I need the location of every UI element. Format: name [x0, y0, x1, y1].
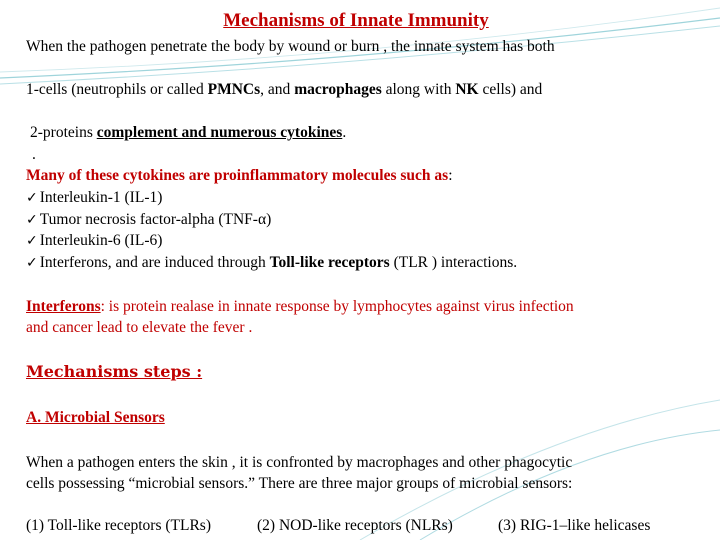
cytokine-label: Tumor necrosis factor-alpha (TNF-α): [39, 211, 272, 228]
interferons-term: Interferons: [26, 298, 101, 315]
cells-mid: , and: [260, 81, 295, 98]
sensor-group-2: (2) NOD-like receptors (NLRs): [257, 517, 453, 534]
interferon-definition-line2: and cancer lead to elevate the fever .: [26, 319, 253, 336]
macrophages-term: macrophages: [294, 81, 382, 98]
page-title: Mechanisms of Innate Immunity: [223, 10, 489, 31]
sensor-group-1: (1) Toll-like receptors (TLRs): [26, 517, 212, 534]
cytokines-heading-colon: :: [448, 167, 453, 184]
proteins-term: complement and numerous cytokines: [96, 124, 343, 141]
interferon-def-rest: : is protein realase in innate response by lymphocytes against virus infection: [100, 298, 574, 315]
interferons-pre: Interferons, and are induced through: [39, 254, 270, 271]
checkmark-icon: ✓: [26, 190, 38, 206]
intro-text: When the pathogen penetrate the body by wound or burn , the innate system has both: [26, 38, 555, 55]
checkmark-icon: ✓: [26, 212, 38, 228]
cells-line: [26, 81, 542, 99]
cytokine-label: Interleukin-1 (IL-1): [39, 189, 163, 206]
cytokine-label: Interleukin-6 (IL-6): [39, 232, 163, 249]
proteins-post: .: [342, 124, 347, 141]
cytokines-heading: [26, 167, 453, 185]
tlr-term: Toll-like receptors: [269, 254, 390, 271]
sensors-text-line2: cells possessing “microbial sensors.” There are three major groups of microbial sensors:: [26, 475, 573, 492]
proteins-line: [30, 124, 346, 142]
list-item: [26, 211, 271, 229]
pmncs-term: PMNCs: [207, 81, 261, 98]
cytokines-heading-text: Many of these cytokines are proinflammatory molecules such as: [26, 167, 449, 184]
list-item: [26, 189, 162, 207]
cells-pre: 1-cells (neutrophils or called: [26, 81, 208, 98]
interferon-definition-line1: [26, 298, 574, 316]
checkmark-icon: ✓: [26, 233, 38, 249]
interferons-post: (TLR ) interactions.: [389, 254, 518, 271]
list-item: [26, 254, 517, 272]
sensor-group-3: (3) RIG-1–like helicases: [498, 517, 651, 534]
sensors-heading: A. Microbial Sensors: [26, 409, 165, 426]
nk-term: NK: [455, 81, 479, 98]
proteins-pre: 2-proteins: [30, 124, 97, 141]
cells-post: cells) and: [478, 81, 543, 98]
list-item: [26, 232, 162, 250]
sensors-text-line1: When a pathogen enters the skin , it is confronted by macrophages and other phagocytic: [26, 454, 573, 471]
checkmark-icon: ✓: [26, 255, 38, 271]
cells-mid2: along with: [381, 81, 456, 98]
steps-heading: Mechanisms steps :: [26, 362, 203, 381]
bullet-dot: .: [32, 146, 36, 163]
